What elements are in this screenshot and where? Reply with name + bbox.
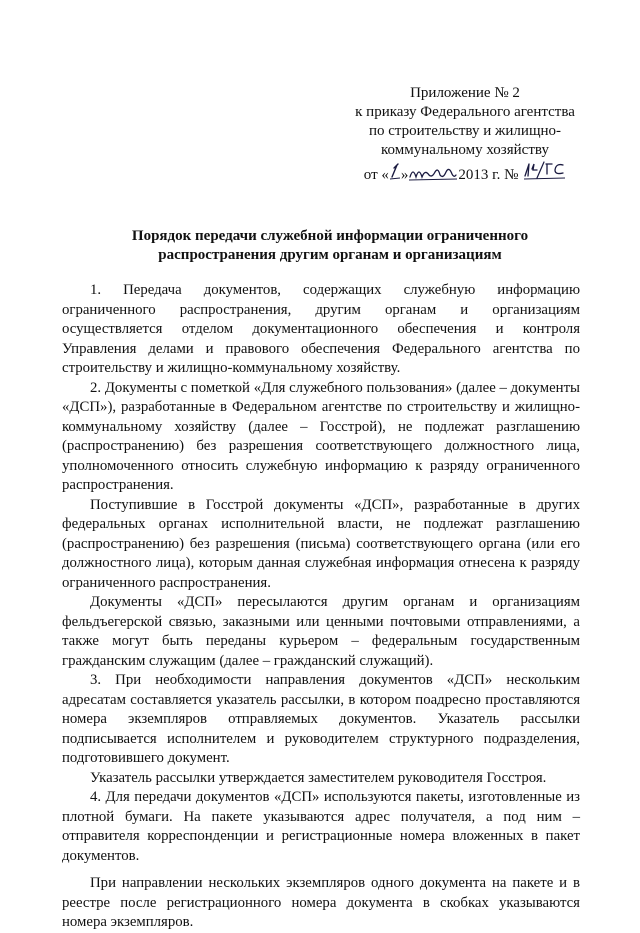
title-line-2: распространения другим органам и организациям [158, 247, 502, 263]
paragraph-6: Указатель рассылки утверждается заместителем руководителя Госстроя. [90, 769, 547, 786]
appendix-title: Приложение № 2 [410, 85, 520, 101]
paragraph-3: Поступившие в Госстрой документы «ДСП», разработанные в других федеральных органах исполнительной власти, не подлежат разглашению (распространению) без разрешения (письма) соответствующего органа (или его должностного лица), которым данная служебная информация отнесена к разряду ограниченного распространения. [62, 496, 580, 591]
appendix-order-ref: к приказу Федерального агентства [355, 104, 575, 120]
paragraph-2: 2. Документы с пометкой «Для служебного пользования» (далее – документы «ДСП»), разработанные в Федеральном агентстве по строительству и жилищно-коммунальному хозяйству (далее – Госстрой), не подлежат разглашению (распространению) без разрешения соответствующего должностного лица, уполномоченного относить служебную информацию к разряду ограниченного распространения. [62, 379, 580, 493]
document-body [62, 281, 580, 933]
title-line-1: Порядок передачи служебной информации ограниченного [131, 228, 529, 244]
paragraph-7: 4. Для передачи документов «ДСП» используются пакеты, изготовленные из плотной бумаги. На пакете указываются адрес получателя, а под ним – отправителя корреспонденции и регистрационные номера вложенных в пакет документов. [62, 789, 580, 864]
appendix-header [330, 84, 600, 183]
handwritten-month [408, 163, 458, 183]
date-prefix: от « [363, 167, 389, 183]
appendix-date-line [330, 160, 600, 183]
appendix-agency-line: по строительству и жилищно- [368, 123, 562, 139]
paragraph-1: 1. Передача документов, содержащих служебную информацию ограниченного распространения, другим органам и организациям осуществляется отделом документационного обеспечения и контроля Управления делами и правового обеспечения Федерального агентства по строительству и жилищно-коммунальному хозяйству. [62, 282, 580, 376]
paragraph-8: При направлении нескольких экземпляров одного документа на пакете и в реестре после регистрационного номера документа в скобках указываются номера экземпляров. [62, 875, 580, 930]
handwritten-order-number [522, 160, 566, 184]
date-mid: » [400, 167, 409, 183]
paragraph-4: Документы «ДСП» пересылаются другим органам и организациям фельдъегерской связью, заказными или ценными почтовыми отправлениями, а также могут быть переданы курьером – федеральным государственным гражданским служащим (далее – гражданский служащий). [62, 594, 580, 669]
appendix-agency-line-2: коммунальному хозяйству [381, 142, 549, 158]
paragraph-5: 3. При необходимости направления документов «ДСП» нескольким адресатам составляется указатель рассылки, в котором поадресно проставляются номера экземпляров отправляемых документов. Указатель рассылки подписывается исполнителем и руководителем структурного подразделения, подготовившего документ. [62, 672, 580, 766]
date-suffix: 2013 г. № [458, 167, 519, 183]
document-title [70, 227, 590, 265]
handwritten-day [389, 162, 401, 182]
